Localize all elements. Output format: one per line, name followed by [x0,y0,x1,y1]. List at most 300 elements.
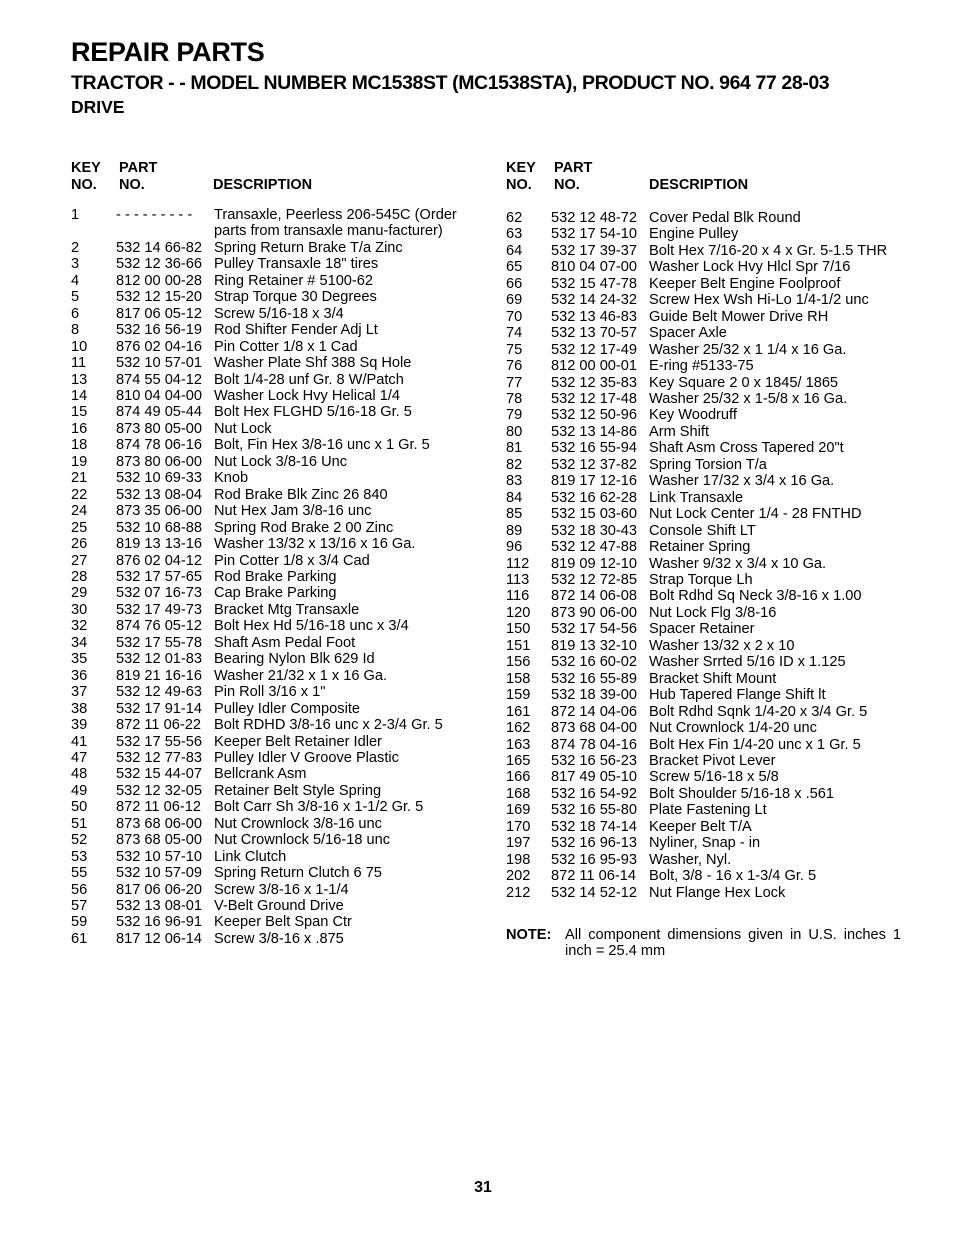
table-row [506,687,916,703]
key-no: 162 [506,720,531,737]
part-no: 819 09 12-10 [551,555,638,572]
table-row [71,503,471,519]
key-no: 18 [71,437,88,454]
part-no: 812 00 00-01 [551,358,638,375]
part-no: 876 02 04-12 [116,552,203,569]
part-no: 532 16 55-89 [551,670,638,687]
key-no: 158 [506,670,531,687]
table-row [71,240,471,256]
part-no: 532 10 57-10 [116,848,203,865]
part-no: 874 78 06-16 [116,437,203,454]
key-no: 29 [71,585,88,602]
key-no: 27 [71,552,88,569]
description: Guide Belt Mower Drive RH [649,308,829,325]
key-no: 22 [71,486,88,503]
description-header: DESCRIPTION [649,177,749,193]
key-no: 150 [506,621,531,638]
table-row [506,259,916,275]
table-row [506,325,916,341]
page-title: REPAIR PARTS [71,37,265,67]
table-row [506,753,916,769]
table-row [506,457,916,473]
part-no: 532 12 36-66 [116,256,203,273]
description: Nut Crownlock 1/4-20 unc [649,720,817,737]
description: Washer, Nyl. [649,851,732,868]
table-row [506,572,916,588]
description: Nut Crownlock 5/16-18 unc [214,832,391,849]
part-no: 532 18 30-43 [551,522,638,539]
part-no: 817 06 05-12 [116,305,203,322]
part-no: 873 35 06-00 [116,503,203,520]
table-row [506,556,916,572]
key-no: 57 [71,898,88,915]
table-row [71,289,471,305]
description: Nut Flange Hex Lock [649,884,786,901]
part-no: 812 00 00-28 [116,272,203,289]
key-no: 2 [71,239,80,256]
description: Nut Lock Flg 3/8-16 [649,604,777,621]
key-no: 74 [506,325,523,342]
table-row [506,490,916,506]
description: Strap Torque 30 Degrees [214,289,377,306]
key-no: 112 [506,555,530,572]
section-title: DRIVE [71,97,125,117]
table-row [506,769,916,785]
note-label: NOTE: [506,927,552,943]
key-no: 70 [506,308,523,325]
description: Bellcrank Asm [214,766,307,783]
key-no: 80 [506,423,523,440]
key-no: 34 [71,634,88,651]
key-no: 159 [506,687,531,704]
parts-table-right [506,159,916,901]
table-row [506,424,916,440]
part-no: 532 10 69-33 [116,470,203,487]
table-row [71,701,471,717]
part-no: 817 12 06-14 [116,930,203,947]
key-no: 5 [71,289,80,306]
description: Bolt RDHD 3/8-16 unc x 2-3/4 Gr. 5 [214,717,443,734]
key-no: 25 [71,519,88,536]
part-no: 872 11 06-22 [116,717,201,734]
table-row [506,539,916,555]
key-no: 83 [506,473,523,490]
part-no: 872 14 06-08 [551,588,638,605]
description: Spring Torsion T/a [649,456,767,473]
description: Spring Return Brake T/a Zinc [214,239,403,256]
description: Bolt Carr Sh 3/8-16 x 1-1/2 Gr. 5 [214,799,424,816]
key-no: 116 [506,588,530,605]
key-no: 77 [506,374,523,391]
description: Knob [214,470,249,487]
part-no: 532 12 01-83 [116,651,203,668]
table-row [71,635,471,651]
description: Shaft Asm Pedal Foot [214,634,356,651]
key-no: 48 [71,766,88,783]
table-row [71,306,471,322]
part-no: 873 68 05-00 [116,832,203,849]
table-row [506,210,916,226]
table-row [71,799,471,815]
part-no: 532 12 37-82 [551,456,638,473]
description: Plate Fastening Lt [649,802,767,819]
description: Screw 3/8-16 x .875 [214,930,344,947]
table-row [506,802,916,818]
table-row [71,849,471,865]
description: Washer 17/32 x 3/4 x 16 Ga. [649,473,835,490]
description: Bolt Shoulder 5/16-18 x .561 [649,785,834,802]
description: Bolt Rdhd Sqnk 1/4-20 x 3/4 Gr. 5 [649,703,868,720]
table-row [71,684,471,700]
key-no: 202 [506,868,531,885]
part-no: 532 16 54-92 [551,785,638,802]
part-no: 532 12 47-88 [551,539,638,556]
part-no: 532 12 77-83 [116,749,203,766]
table-row [71,470,471,486]
part-no: 532 16 56-23 [551,752,638,769]
key-no: 156 [506,654,531,671]
table-row [506,473,916,489]
table-row [71,421,471,437]
table-header [506,159,916,207]
description: Pulley Idler Composite [214,700,361,717]
description: Washer 25/32 x 1-5/8 x 16 Ga. [649,390,848,407]
table-row [506,226,916,242]
part-no: 532 17 54-56 [551,621,638,638]
part-no: 532 18 39-00 [551,687,638,704]
table-row [71,618,471,634]
description: Bolt Rdhd Sq Neck 3/8-16 x 1.00 [649,588,862,605]
page-number: 31 [474,1179,492,1196]
description: Retainer Belt Style Spring [214,782,382,799]
note-text: All component dimensions given in U.S. inches 1 inch = 25.4 mm [565,927,901,959]
key-no: 59 [71,914,88,931]
description: Spacer Axle [649,325,727,342]
key-no: 197 [506,835,531,852]
description-header: DESCRIPTION [213,177,313,193]
part-no: 532 13 08-01 [116,898,203,915]
part-no: 810 04 07-00 [551,259,638,276]
description: Nut Crownlock 3/8-16 unc [214,815,382,832]
key-no: 26 [71,536,88,553]
table-row [71,914,471,930]
key-no: 47 [71,749,88,766]
part-no: 873 90 06-00 [551,604,638,621]
key-no: 120 [506,604,531,621]
key-no: 10 [71,338,88,355]
part-no: 532 16 96-91 [116,914,203,931]
description: Pulley Idler V Groove Plastic [214,749,399,766]
table-row [71,273,471,289]
table-row [71,898,471,914]
part-no: 532 17 57-65 [116,568,203,585]
table-row [71,668,471,684]
key-no: 151 [506,637,531,654]
part-no: 532 17 49-73 [116,601,203,618]
description: Shaft Asm Cross Tapered 20"t [649,440,844,457]
description: Keeper Belt Engine Foolproof [649,275,841,292]
description: Washer Srrted 5/16 ID x 1.125 [649,654,846,671]
table-row [71,207,471,240]
key-no: 79 [506,407,523,424]
part-no: 872 11 06-12 [116,799,201,816]
key-no: 161 [506,703,531,720]
key-no: 63 [506,226,523,243]
part-no: 819 21 16-16 [116,667,203,684]
part-no: 532 12 17-48 [551,390,638,407]
description: Transaxle, Peerless 206-545C (Order parts from transaxle manu-facturer) [214,207,457,240]
key-no: 56 [71,881,88,898]
key-no: 84 [506,489,523,506]
table-row [506,654,916,670]
table-row [71,734,471,750]
part-no: 532 14 66-82 [116,239,203,256]
part-no: 873 68 06-00 [116,815,203,832]
key-no: 170 [506,818,531,835]
description: Keeper Belt Retainer Idler [214,733,382,750]
description: Bolt Hex Fin 1/4-20 unc x 1 Gr. 5 [649,736,861,753]
description: Hub Tapered Flange Shift lt [649,687,826,704]
table-row [506,835,916,851]
table-row [71,520,471,536]
table-row [71,602,471,618]
table-row [71,372,471,388]
description: Bolt Hex FLGHD 5/16-18 Gr. 5 [214,404,412,421]
description: Rod Brake Parking [214,568,337,585]
table-row [506,737,916,753]
part-no: 532 16 55-80 [551,802,638,819]
description: Screw 3/8-16 x 1-1/4 [214,881,349,898]
table-row [71,651,471,667]
table-row [506,342,916,358]
description: Washer 13/32 x 13/16 x 16 Ga. [214,536,416,553]
table-row [506,243,916,259]
table-row [506,407,916,423]
part-no: 532 16 55-94 [551,440,638,457]
part-no: 532 07 16-73 [116,585,203,602]
key-no: 55 [71,865,88,882]
description: Keeper Belt T/A [649,818,752,835]
table-row [71,865,471,881]
part-no: 819 17 12-16 [551,473,638,490]
key-no: 69 [506,292,523,309]
description: Nyliner, Snap - in [649,835,761,852]
key-no: 11 [71,355,87,372]
parts-table-left [71,159,471,947]
key-no: 64 [506,242,523,259]
key-no: 78 [506,390,523,407]
key-no: 49 [71,782,88,799]
key-no: 37 [71,684,88,701]
description: Pulley Transaxle 18" tires [214,256,379,273]
key-no: 36 [71,667,88,684]
part-no: 532 17 54-10 [551,226,638,243]
description: Keeper Belt Span Ctr [214,914,352,931]
key-no: 75 [506,341,523,358]
key-no: 19 [71,453,88,470]
part-no: 532 10 57-09 [116,865,203,882]
table-row [71,256,471,272]
description: Cover Pedal Blk Round [649,210,801,226]
key-no: 8 [71,322,80,339]
description: Screw 5/16-18 x 3/4 [214,305,344,322]
description: Screw Hex Wsh Hi-Lo 1/4-1/2 unc [649,292,869,309]
key-no: 35 [71,651,88,668]
table-row [71,816,471,832]
table-row [71,882,471,898]
key-no: 66 [506,275,523,292]
description: Bolt, 3/8 - 16 x 1-3/4 Gr. 5 [649,868,817,885]
description: Arm Shift [649,423,710,440]
key-no: 169 [506,802,531,819]
key-no: 51 [71,815,88,832]
table-row [506,704,916,720]
description: Ring Retainer # 5100-62 [214,272,374,289]
part-no: 874 55 04-12 [116,371,203,388]
description: Bolt Hex Hd 5/16-18 unc x 3/4 [214,618,409,635]
page-subtitle: TRACTOR - - MODEL NUMBER MC1538ST (MC1538STA), PRODUCT NO. 964 77 28-03 [71,72,830,94]
description: Pin Cotter 1/8 x 1 Cad [214,338,358,355]
table-row [71,355,471,371]
table-row [506,868,916,884]
note [506,927,901,959]
part-no: 874 76 05-12 [116,618,203,635]
table-row [506,638,916,654]
description: Rod Shifter Fender Adj Lt [214,322,378,339]
table-row [506,819,916,835]
table-row [71,585,471,601]
part-no: 532 12 35-83 [551,374,638,391]
part-no-header: PART NO. [119,160,158,193]
key-no: 30 [71,601,88,618]
description: Washer Plate Shf 388 Sq Hole [214,355,412,372]
key-no: 168 [506,785,531,802]
key-no: 81 [506,440,523,457]
description: Washer 21/32 x 1 x 16 Ga. [214,667,388,684]
part-no: 532 14 52-12 [551,884,638,901]
key-no: 212 [506,884,531,901]
description: V-Belt Ground Drive [214,898,344,915]
part-no: 872 14 04-06 [551,703,638,720]
table-row [506,605,916,621]
table-row [506,852,916,868]
description: Cap Brake Parking [214,585,337,602]
part-no: 532 16 96-13 [551,835,638,852]
description: Engine Pulley [649,226,739,243]
part-no: 817 06 06-20 [116,881,203,898]
table-row [506,588,916,604]
part-no: 532 13 46-83 [551,308,638,325]
description: Key Square 2 0 x 1845/ 1865 [649,374,839,391]
description: Washer 25/32 x 1 1/4 x 16 Ga. [649,341,847,358]
key-no: 16 [71,420,88,437]
table-row [506,309,916,325]
table-row [506,375,916,391]
part-no: 532 17 55-78 [116,634,203,651]
description: Link Transaxle [649,489,744,506]
part-no: 873 80 05-00 [116,420,203,437]
description: Washer Lock Hvy Hlcl Spr 7/16 [649,259,851,276]
key-no: 32 [71,618,88,635]
table-row [71,437,471,453]
part-no: 532 12 72-85 [551,571,638,588]
table-row [71,536,471,552]
part-no: 817 49 05-10 [551,769,638,786]
table-row [71,553,471,569]
part-no: 873 68 04-00 [551,720,638,737]
part-no: 532 16 60-02 [551,654,638,671]
key-no: 24 [71,503,88,520]
description: Nut Hex Jam 3/8-16 unc [214,503,372,520]
part-no: 532 12 17-49 [551,341,638,358]
table-row [71,569,471,585]
part-no: 532 13 08-04 [116,486,203,503]
part-no: 532 17 91-14 [116,700,203,717]
part-no: 872 11 06-14 [551,868,636,885]
table-row [506,391,916,407]
key-no: 65 [506,259,523,276]
table-row [71,322,471,338]
key-no: 50 [71,799,88,816]
table-row [71,766,471,782]
description: Bracket Shift Mount [649,670,777,687]
key-no: 61 [71,930,88,947]
part-no: 876 02 04-16 [116,338,203,355]
table-row [71,388,471,404]
table-row [506,621,916,637]
key-no: 3 [71,256,80,273]
part-no: 819 13 13-16 [116,536,203,553]
description: Pin Roll 3/16 x 1" [214,684,326,701]
key-no: 89 [506,522,523,539]
description: Key Woodruff [649,407,737,424]
key-no: 96 [506,539,523,556]
key-no: 52 [71,832,88,849]
description: Screw 5/16-18 x 5/8 [649,769,779,786]
table-row [506,292,916,308]
description: Pin Cotter 1/8 x 3/4 Cad [214,552,370,569]
part-no: 532 12 50-96 [551,407,638,424]
key-no: 39 [71,717,88,734]
table-row [506,440,916,456]
description: Spacer Retainer [649,621,755,638]
description: E-ring #5133-75 [649,358,754,375]
table-row [71,783,471,799]
key-no: 38 [71,700,88,717]
key-no: 6 [71,305,80,322]
table-row [506,276,916,292]
table-row [506,506,916,522]
key-no: 15 [71,404,88,421]
table-row [71,717,471,733]
key-no: 163 [506,736,531,753]
table-header [71,159,471,207]
description: Console Shift LT [649,522,756,539]
description: Washer Lock Hvy Helical 1/4 [214,387,400,404]
part-no: 532 13 70-57 [551,325,638,342]
table-row [506,358,916,374]
description: Washer 9/32 x 3/4 x 10 Ga. [649,555,827,572]
description: Rod Brake Blk Zinc 26 840 [214,486,388,503]
part-no: 532 14 24-32 [551,292,638,309]
description: Nut Lock [214,420,272,437]
part-no: 532 13 14-86 [551,423,638,440]
part-no: 874 49 05-44 [116,404,203,421]
part-no: 873 80 06-00 [116,453,203,470]
description: Strap Torque Lh [649,571,753,588]
part-no: 810 04 04-00 [116,387,203,404]
table-row [506,885,916,901]
